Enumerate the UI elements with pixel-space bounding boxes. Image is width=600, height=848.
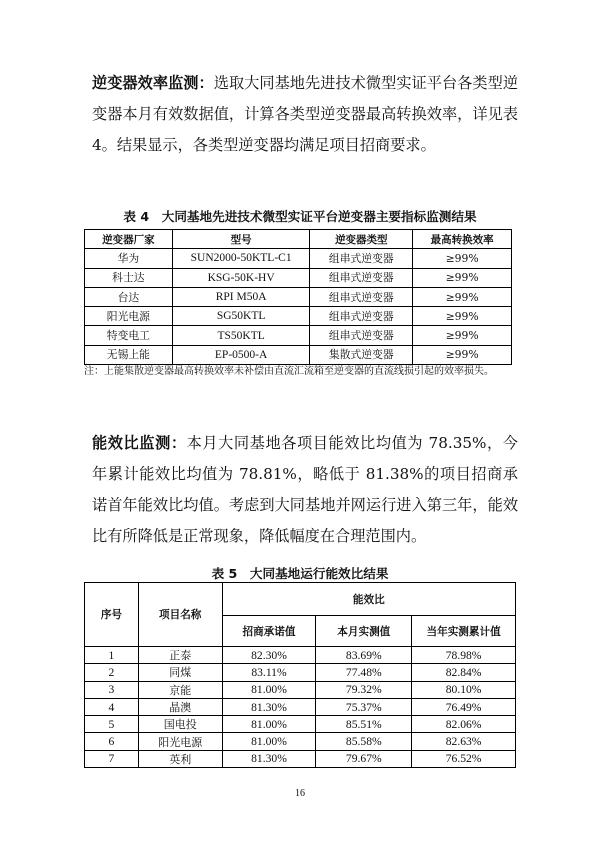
table-cell: 集散式逆变器 xyxy=(310,345,413,364)
table-cell: 79.67% xyxy=(316,750,412,767)
table-cell: 79.32% xyxy=(316,681,412,698)
header-cell: 逆变器厂家 xyxy=(85,230,173,249)
table-row xyxy=(85,345,512,364)
table-cell: 81.30% xyxy=(222,750,316,767)
table-cell: 77.48% xyxy=(316,664,412,681)
table-cell: TS50KTL xyxy=(172,326,310,345)
paragraph-label: 能效比监测： xyxy=(92,434,187,452)
table-header-row xyxy=(85,583,516,616)
header-cell: 最高转换效率 xyxy=(413,230,512,249)
header-cell: 序号 xyxy=(85,583,139,647)
table-cell: 特变电工 xyxy=(85,326,173,345)
table-cell: 英利 xyxy=(138,750,222,767)
table-cell: 阳光电源 xyxy=(138,733,222,750)
table-cell: 台达 xyxy=(85,287,173,306)
table-cell: 晶澳 xyxy=(138,698,222,715)
header-cell: 型号 xyxy=(172,230,310,249)
table-cell: 同煤 xyxy=(138,664,222,681)
table-cell: KSG-50K-HV xyxy=(172,268,310,287)
table-cell: ≥99% xyxy=(413,249,512,268)
table-cell: 85.58% xyxy=(316,733,412,750)
table-cell: 组串式逆变器 xyxy=(310,268,413,287)
header-cell: 本月实测值 xyxy=(316,616,412,647)
table-cell: 组串式逆变器 xyxy=(310,326,413,345)
table-row xyxy=(85,733,516,750)
table-cell: RPI M50A xyxy=(172,287,310,306)
table-row xyxy=(85,664,516,681)
table-cell: 组串式逆变器 xyxy=(310,307,413,326)
paragraph-inverter-efficiency xyxy=(92,68,518,161)
table-cell: 7 xyxy=(85,750,139,767)
table-cell: 阳光电源 xyxy=(85,307,173,326)
table-cell: 81.30% xyxy=(222,698,316,715)
table-cell: 组串式逆变器 xyxy=(310,249,413,268)
table-cell: SG50KTL xyxy=(172,307,310,326)
table5-energy-ratio xyxy=(84,582,516,768)
table-cell: 6 xyxy=(85,733,139,750)
header-cell: 当年实测累计值 xyxy=(412,616,516,647)
table-cell: 81.00% xyxy=(222,733,316,750)
header-cell: 项目名称 xyxy=(138,583,222,647)
table-cell: 正泰 xyxy=(138,647,222,664)
table-cell: 华为 xyxy=(85,249,173,268)
header-group-cell: 能效比 xyxy=(222,583,515,616)
table-cell: 3 xyxy=(85,681,139,698)
table-cell: 75.37% xyxy=(316,698,412,715)
table-cell: 85.51% xyxy=(316,716,412,733)
table-cell: 76.52% xyxy=(412,750,516,767)
table-cell: 82.30% xyxy=(222,647,316,664)
table-cell: SUN2000-50KTL-C1 xyxy=(172,249,310,268)
paragraph-text: 本月大同基地各项目能效比均值为 78.35%，今年累计能效比均值为 78.81%，略低于 81.38%的项目招商承诺首年能效比均值。考虑到大同基地并网运行进入第三年，能效比有所降低是正常现象，降低幅度在合理范围内。 xyxy=(92,434,518,545)
table-cell: 80.10% xyxy=(412,681,516,698)
table-cell: 京能 xyxy=(138,681,222,698)
table-row xyxy=(85,750,516,767)
table-row xyxy=(85,326,512,345)
table-cell: 组串式逆变器 xyxy=(310,287,413,306)
table-cell: 国电投 xyxy=(138,716,222,733)
table-cell: 76.49% xyxy=(412,698,516,715)
table-cell: ≥99% xyxy=(413,326,512,345)
table-cell: 81.00% xyxy=(222,716,316,733)
table-cell: 83.11% xyxy=(222,664,316,681)
table-row xyxy=(85,716,516,733)
header-cell: 逆变器类型 xyxy=(310,230,413,249)
table-cell: 82.63% xyxy=(412,733,516,750)
table-cell: ≥99% xyxy=(413,268,512,287)
table-cell: 81.00% xyxy=(222,681,316,698)
paragraph-energy-ratio xyxy=(92,428,518,552)
table-row xyxy=(85,698,516,715)
table-cell: 82.84% xyxy=(412,664,516,681)
table4-note: 注：上能集散逆变器最高转换效率未补偿由直流汇流箱至逆变器的直流线损引起的效率损失。 xyxy=(84,366,494,377)
table-cell: 83.69% xyxy=(316,647,412,664)
table5-caption: 表 5 大同基地运行能效比结果 xyxy=(211,566,389,581)
table-header-row xyxy=(85,230,512,249)
table-cell: 78.98% xyxy=(412,647,516,664)
table-cell: 82.06% xyxy=(412,716,516,733)
table-row xyxy=(85,647,516,664)
table-cell: ≥99% xyxy=(413,345,512,364)
table-cell: 5 xyxy=(85,716,139,733)
table-cell: 科士达 xyxy=(85,268,173,287)
table-cell: 2 xyxy=(85,664,139,681)
table-cell: 无锡上能 xyxy=(85,345,173,364)
table4-inverter-metrics xyxy=(84,229,512,365)
table-cell: ≥99% xyxy=(413,307,512,326)
table-cell: EP-0500-A xyxy=(172,345,310,364)
paragraph-text: 选取大同基地先进技术微型实证平台各类型逆变器本月有效数据值，计算各类型逆变器最高转换效率，详见表 4。结果显示，各类型逆变器均满足项目招商要求。 xyxy=(92,74,519,154)
table-row xyxy=(85,681,516,698)
table4-caption: 表 4 大同基地先进技术微型实证平台逆变器主要指标监测结果 xyxy=(123,209,477,224)
table-cell: 1 xyxy=(85,647,139,664)
table-cell: ≥99% xyxy=(413,287,512,306)
page-number: 16 xyxy=(295,788,305,799)
table-row xyxy=(85,249,512,268)
header-cell: 招商承诺值 xyxy=(222,616,316,647)
table-row xyxy=(85,287,512,306)
table-row xyxy=(85,268,512,287)
table-cell: 4 xyxy=(85,698,139,715)
table-row xyxy=(85,307,512,326)
paragraph-label: 逆变器效率监测： xyxy=(92,74,214,92)
